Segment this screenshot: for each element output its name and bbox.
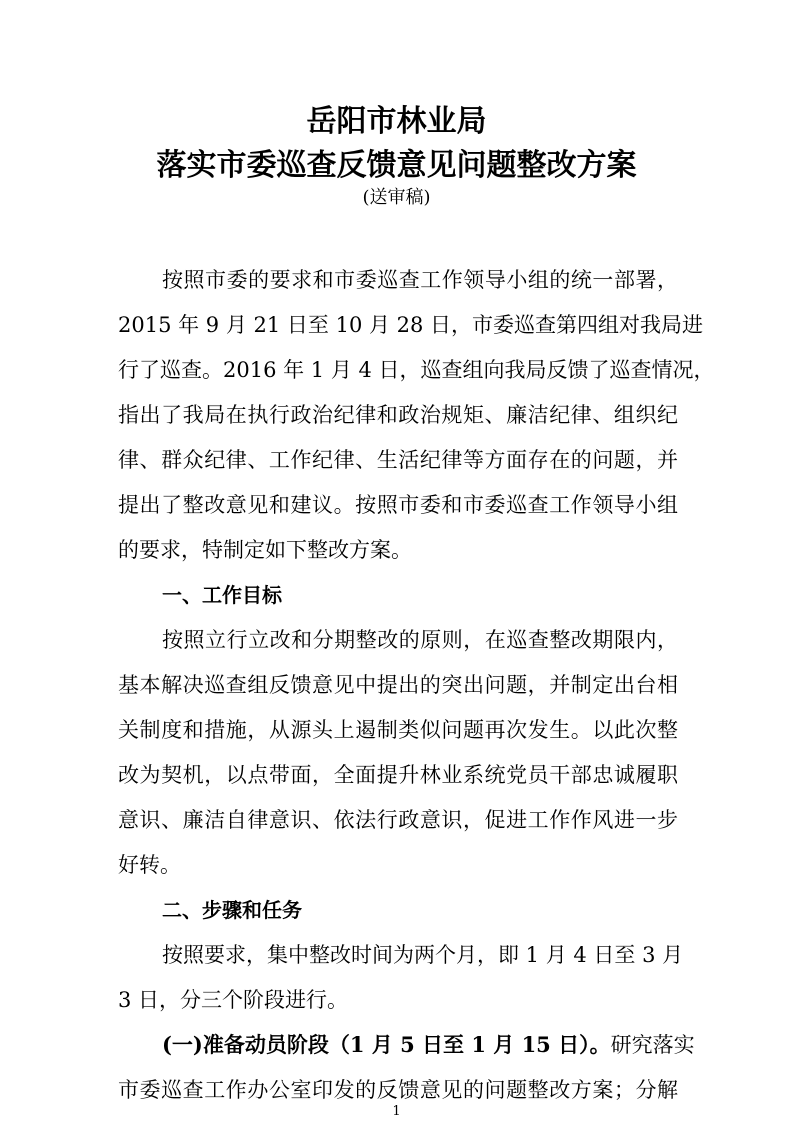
document-subtitle: (送审稿) xyxy=(362,187,431,208)
document-title-line2: 落实市委巡查反馈意见问题整改方案 xyxy=(156,148,637,183)
section1-line: 意识、廉洁自律意识、依法行政意识，促进工作作风进一步 xyxy=(118,808,678,832)
phase1-bold-label: (一)准备动员阶段（1 月 5 日至 1 月 15 日）。 xyxy=(162,1032,611,1057)
section1-line: 基本解决巡查组反馈意见中提出的突出问题，并制定出台相 xyxy=(118,673,678,697)
section2-line: 按照要求，集中整改时间为两个月，即 1 月 4 日至 3 月 xyxy=(162,943,684,967)
section1-line: 改为契机，以点带面，全面提升林业系统党员干部忠诚履职 xyxy=(118,763,678,787)
page-number: 1 xyxy=(392,1104,401,1119)
intro-line: 指出了我局在执行政治纪律和政治规矩、廉洁纪律、组织纪 xyxy=(118,403,678,427)
document-title-line1: 岳阳市林业局 xyxy=(306,104,487,139)
intro-line: 2015 年 9 月 21 日至 10 月 28 日，市委巡查第四组对我局进 xyxy=(118,313,704,337)
section1-line: 按照立行立改和分期整改的原则，在巡查整改期限内， xyxy=(162,628,678,652)
section1-line: 关制度和措施，从源头上遏制类似问题再次发生。以此次整 xyxy=(118,718,678,742)
phase1-line2: 市委巡查工作办公室印发的反馈意见的问题整改方案；分解 xyxy=(118,1078,678,1102)
intro-line: 按照市委的要求和市委巡查工作领导小组的统一部署， xyxy=(162,268,678,292)
intro-line: 律、群众纪律、工作纪律、生活纪律等方面存在的问题，并 xyxy=(118,448,678,472)
intro-line: 的要求，特制定如下整改方案。 xyxy=(118,538,412,562)
section-heading-steps: 二、步骤和任务 xyxy=(162,898,302,922)
intro-line: 行了巡查。2016 年 1 月 4 日，巡查组向我局反馈了巡查情况， xyxy=(118,358,715,382)
section-heading-goals: 一、工作目标 xyxy=(162,583,282,607)
phase1-text: 研究落实 xyxy=(610,1033,695,1057)
section2-line: 3 日，分三个阶段进行。 xyxy=(118,988,349,1012)
phase1-line xyxy=(162,1031,695,1059)
intro-line: 提出了整改意见和建议。按照市委和市委巡查工作领导小组 xyxy=(118,493,678,517)
section1-line: 好转。 xyxy=(118,853,181,877)
